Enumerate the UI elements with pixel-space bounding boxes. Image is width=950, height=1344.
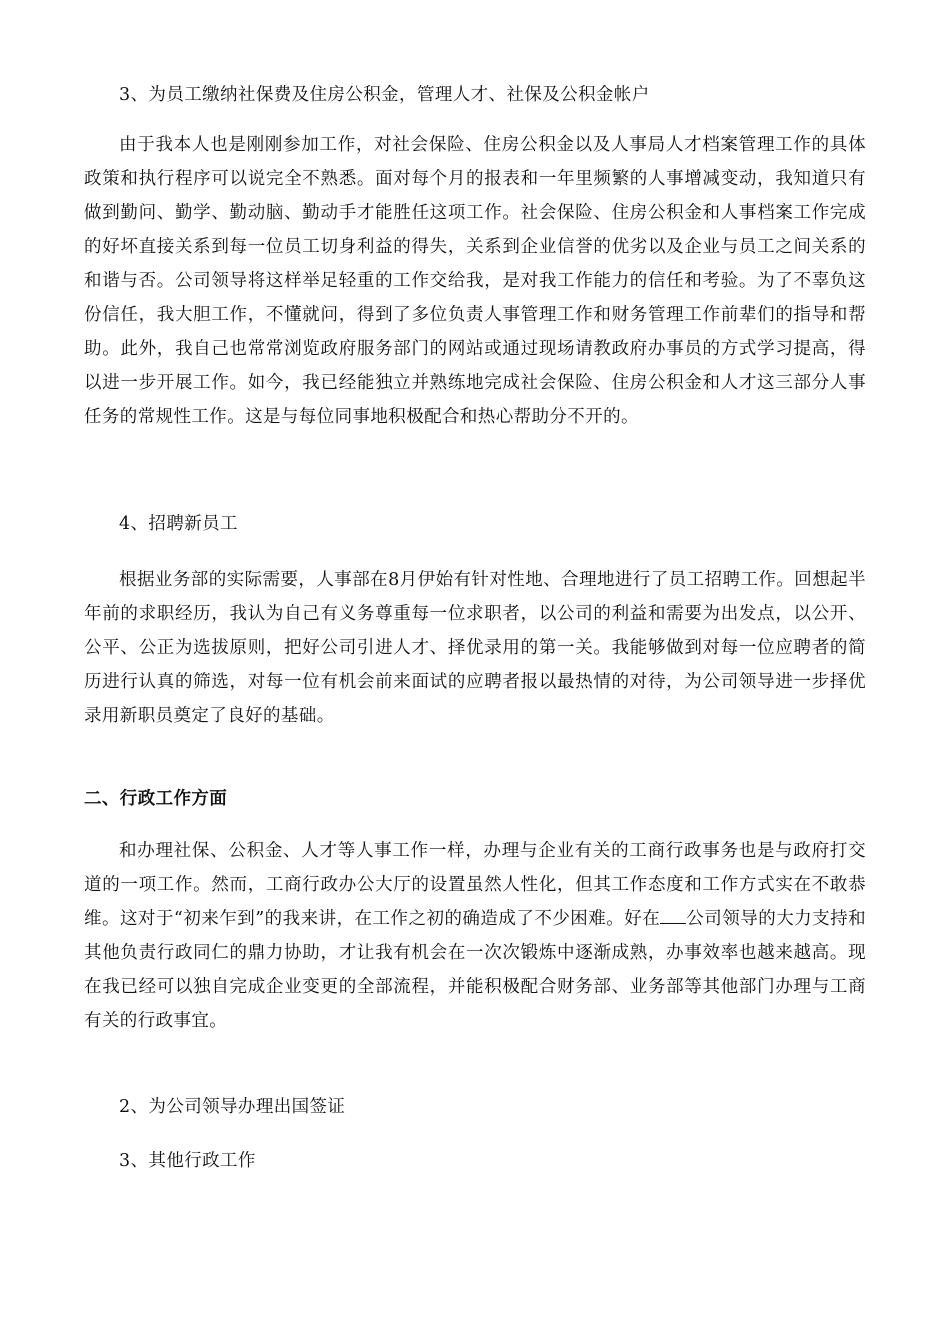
- item-3-other-admin: 3、其他行政工作: [119, 1151, 256, 1171]
- item-4-recruit: 4、招聘新员工: [119, 514, 238, 534]
- item-3-social-security: 3、为员工缴纳社保费及住房公积金，管理人才、社保及公积金帐户: [119, 85, 650, 105]
- paragraph-admin: [84, 834, 866, 1038]
- paragraph-admin-part-1: 和办理社保、公积金、人才等人事工作一样，办理与企业有关的工商行政事务也是与政府打交道的一项工作。然而，工商行政办公大厅的设置虽然人性化，但其工作态度和工作方式实在不敢恭维。这对于“初来乍到”的我来讲，在工作之初的确造成了不少困难。好在: [84, 841, 866, 929]
- section-2-heading: 二、行政工作方面: [84, 789, 228, 809]
- fill-in-blank: [660, 905, 686, 924]
- item-2-visa: 2、为公司领导办理出国签证: [119, 1097, 346, 1117]
- paragraph-recruit: 根据业务部的实际需要，人事部在8月伊始有针对性地、合理地进行了员工招聘工作。回想起半年前的求职经历，我认为自己有义务尊重每一位求职者，以公司的利益和需要为出发点，以公开、公平、公正为选拔原则，把好公司引进人才、择优录用的第一关。我能够做到对每一位应聘者的简历进行认真的筛选，对每一位有机会前来面试的应聘者报以最热情的对待，为公司领导进一步择优录用新职员奠定了良好的基础。: [84, 570, 866, 726]
- paragraph-admin-part-2: 公司领导的大力支持和其他负责行政同仁的鼎力协助，才让我有机会在一次次锻炼中逐渐成熟，办事效率也越来越高。现在我已经可以独自完成企业变更的全部流程，并能积极配合财务部、业务部等其他部门办理与工商有关的行政事宜。: [84, 909, 867, 1031]
- paragraph-social-security: 由于我本人也是刚刚参加工作，对社会保险、住房公积金以及人事局人才档案管理工作的具体政策和执行程序可以说完全不熟悉。面对每个月的报表和一年里频繁的人事增减变动，我知道只有做到勤问、勤学、勤动脑、勤动手才能胜任这项工作。社会保险、住房公积金和人事档案工作完成的好坏直接关系到每一位员工切身利益的得失，关系到企业信誉的优劣以及企业与员工之间关系的和谐与否。公司领导将这样举足轻重的工作交给我，是对我工作能力的信任和考验。为了不辜负这份信任，我大胆工作，不懂就问，得到了多位负责人事管理工作和财务管理工作前辈们的指导和帮助。此外，我自己也常常浏览政府服务部门的网站或通过现场请教政府办事员的方式学习提高，得以进一步开展工作。如今，我已经能独立并熟练地完成社会保险、住房公积金和人才这三部分人事任务的常规性工作。这是与每位同事地积极配合和热心帮助分不开的。: [84, 135, 866, 427]
